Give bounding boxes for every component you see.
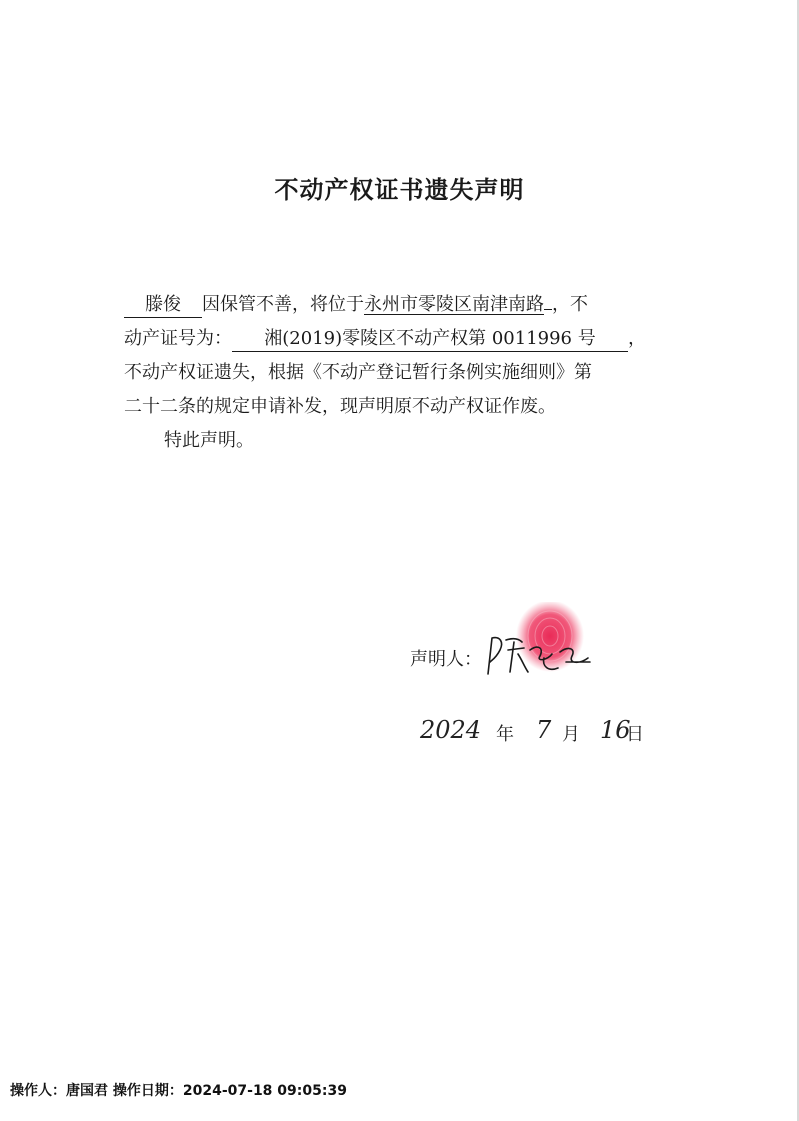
statement-line-1 [124,288,684,322]
certificate-number: 湘(2019)零陵区不动产权第 0011996 号 [232,327,628,352]
line1-end: ，不 [552,294,588,315]
statement-line-3: 不动产权证遗失，根据《不动产登记暂行条例实施细则》第 [124,362,592,383]
date-year-char: 年 [496,724,514,745]
statement-line-5: 特此声明。 [164,430,254,451]
statement-line-4: 二十二条的规定申请补发，现声明原不动产权证作废。 [124,396,556,417]
owner-name: 滕俊 [124,293,202,318]
operator-footer: 操作人：唐国君 操作日期：2024-07-18 09:05:39 [10,1083,347,1099]
line2-end: ， [628,328,646,349]
declarant-label: 声明人： [410,649,482,670]
statement-line-2 [124,322,684,356]
line1-text: 因保管不善，将位于 [202,294,364,315]
date-year: 2024 [420,716,482,744]
date-day: 16 [600,716,631,744]
document-title: 不动产权证书遗失声明 [274,176,525,204]
statement-body [124,288,684,458]
signature-with-fingerprint [478,602,598,682]
property-location: 永州市零陵区南津南路 [364,294,544,315]
date-day-char: 日 [626,724,644,745]
date-month: 7 [536,716,552,744]
date-month-char: 月 [562,724,580,745]
location-underline-tail [544,309,552,310]
line2-text: 动产证号为： [124,328,232,349]
declaration-date [420,712,660,752]
